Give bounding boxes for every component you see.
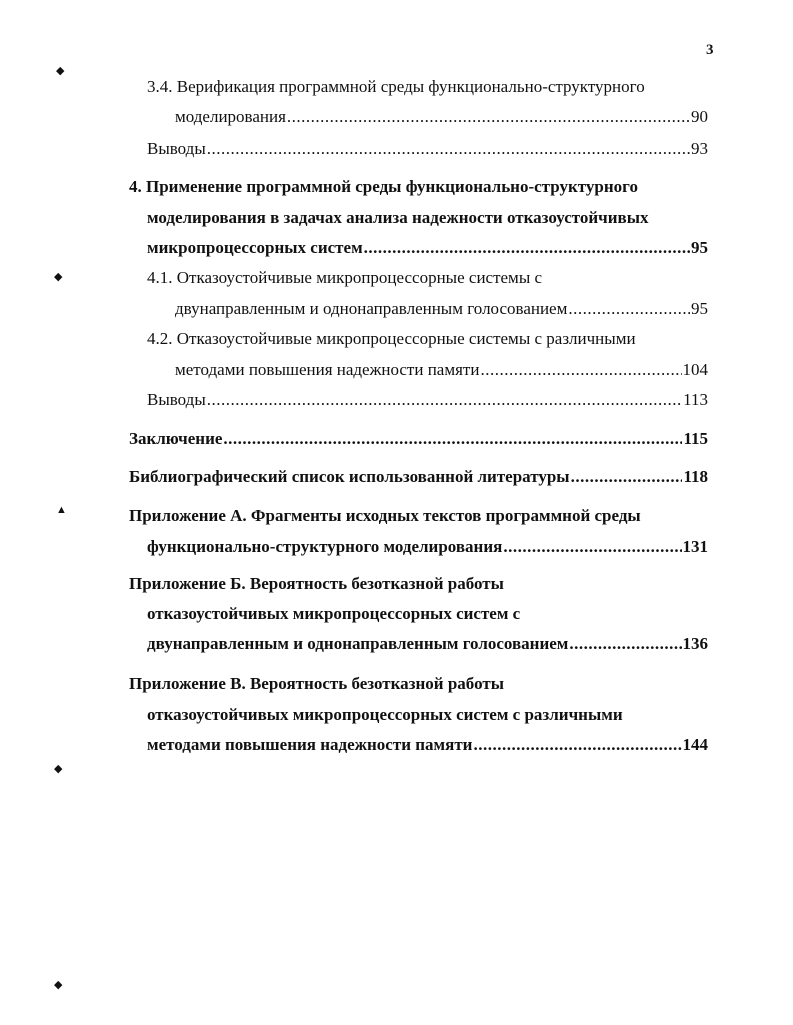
- leader-dots: [503, 537, 681, 557]
- toc-entry-text: моделирования: [175, 107, 286, 126]
- toc-appendix-b-title-line2: отказоустойчивых микропроцессорных систем с: [147, 604, 521, 623]
- toc-entry-text: методами повышения надежности памяти: [147, 735, 473, 754]
- leader-dots: [480, 360, 681, 380]
- toc-entry-text: методами повышения надежности памяти: [175, 360, 480, 379]
- toc-section-4-1-title: 4.1. Отказоустойчивые микропроцессорные системы с: [147, 268, 543, 287]
- toc-page-number: 90: [691, 107, 708, 126]
- binding-hole-mark: ◆: [56, 65, 65, 77]
- toc-page-number: 144: [682, 735, 708, 754]
- toc-section-3-4-entry[interactable]: [175, 107, 708, 127]
- leader-dots: [207, 139, 690, 159]
- toc-entry-text: Выводы: [147, 390, 206, 409]
- toc-page-number: 113: [683, 390, 708, 409]
- toc-conclusion-entry[interactable]: [129, 429, 708, 449]
- page-number: 3: [706, 42, 714, 58]
- toc-page-number: 95: [691, 299, 708, 318]
- toc-page-number: 115: [683, 429, 708, 448]
- toc-appendix-b-title: Приложение Б. Вероятность безотказной работы: [129, 574, 504, 593]
- toc-entry-text: двунаправленным и однонаправленным голосованием: [147, 634, 569, 653]
- toc-chapter-4-title-line2: моделирования в задачах анализа надежности отказоустойчивых: [147, 208, 649, 227]
- toc-page-number: 104: [682, 360, 708, 379]
- toc-appendix-b-entry[interactable]: [147, 634, 708, 654]
- binding-hole-mark: ◆: [54, 979, 63, 991]
- toc-entry-text: Выводы: [147, 139, 206, 158]
- toc-appendix-v-title-line2: отказоустойчивых микропроцессорных систем с различными: [147, 705, 623, 724]
- toc-page-number: 118: [683, 467, 708, 486]
- leader-dots: [473, 735, 681, 755]
- toc-section-3-4-title: 3.4. Верификация программной среды функционально-структурного: [147, 77, 645, 96]
- toc-appendix-v-entry[interactable]: [147, 735, 708, 755]
- toc-bibliography-entry[interactable]: [129, 467, 708, 487]
- toc-page-number: 93: [691, 139, 708, 158]
- toc-page-number: 131: [682, 537, 708, 556]
- toc-chapter-3-conclusions-entry[interactable]: [147, 139, 708, 159]
- toc-appendix-v-title: Приложение В. Вероятность безотказной работы: [129, 674, 504, 693]
- toc-entry-text: двунаправленным и однонаправленным голосованием: [175, 299, 568, 318]
- toc-chapter-4-conclusions-entry[interactable]: [147, 390, 708, 410]
- toc-entry-text: функционально-структурного моделирования: [147, 537, 503, 556]
- leader-dots: [223, 429, 682, 449]
- toc-entry-text: Библиографический список использованной литературы: [129, 467, 570, 486]
- leader-dots: [568, 299, 690, 319]
- leader-dots: [571, 467, 683, 487]
- toc-appendix-a-title: Приложение А. Фрагменты исходных текстов программной среды: [129, 506, 641, 525]
- toc-chapter-4-title: 4. Применение программной среды функционально-структурного: [129, 177, 638, 196]
- leader-dots: [287, 107, 690, 127]
- toc-page-number: 95: [691, 238, 708, 257]
- toc-page-number: 136: [682, 634, 708, 653]
- toc-entry-text: микропроцессорных систем: [147, 238, 363, 257]
- toc-section-4-2-entry[interactable]: [175, 360, 708, 380]
- binding-hole-mark: ▲: [56, 504, 67, 516]
- toc-section-4-1-entry[interactable]: [175, 299, 708, 319]
- toc-entry-text: Заключение: [129, 429, 223, 448]
- leader-dots: [207, 390, 682, 410]
- binding-hole-mark: ◆: [54, 271, 63, 283]
- binding-hole-mark: ◆: [54, 763, 63, 775]
- leader-dots: [364, 238, 690, 258]
- toc-appendix-a-entry[interactable]: [147, 537, 708, 557]
- toc-chapter-4-entry[interactable]: [147, 238, 708, 258]
- toc-section-4-2-title: 4.2. Отказоустойчивые микропроцессорные системы с различными: [147, 329, 636, 348]
- leader-dots: [569, 634, 681, 654]
